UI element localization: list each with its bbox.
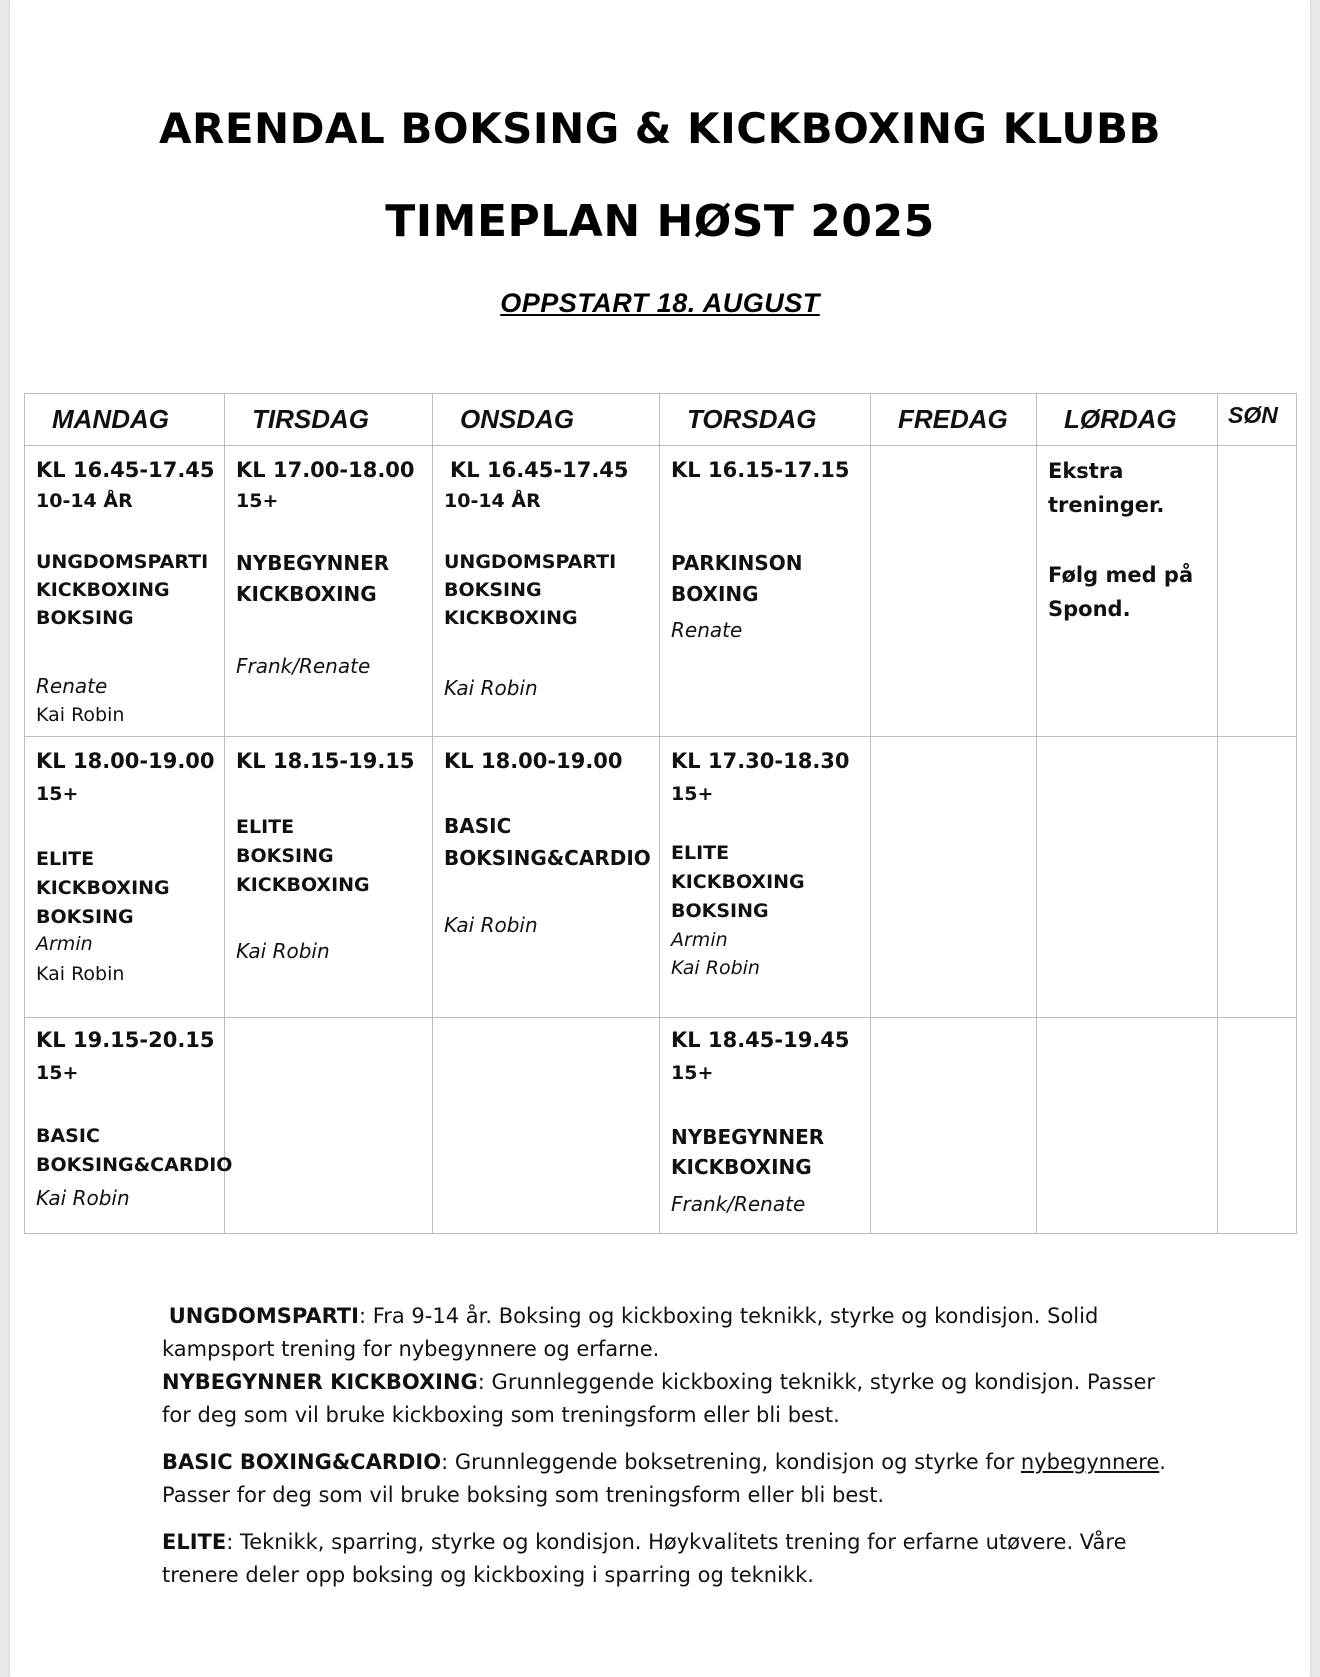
session-time: KL 16.45-17.45	[36, 458, 215, 482]
day-header: MANDAG	[25, 394, 225, 446]
extra-cell	[1037, 446, 1218, 737]
spond-text: Følg med på Spond.	[1048, 563, 1194, 621]
session-class: NYBEGYNNER	[236, 551, 390, 575]
legend-nybegynner	[162, 1366, 1172, 1432]
legend-text: : Fra 9-14 år. Boksing og kickboxing teknikk, styrke og kondisjon. Solid kampsport trening for nybegynnere og erfarne.	[162, 1304, 1099, 1361]
session-time: KL 16.15-17.15	[671, 458, 850, 482]
session-class: ELITE	[236, 816, 295, 838]
table-row	[25, 737, 1297, 1018]
empty-cell	[1037, 737, 1218, 1018]
extra-training-text: Ekstra treninger.	[1048, 459, 1165, 517]
legend-text: . Passer for deg som vil bruke boksing som treningsform eller bli best.	[162, 1450, 1166, 1507]
session-trainer: Kai Robin	[444, 676, 538, 700]
session-age: 15+	[671, 783, 714, 805]
session-class: BOKSING	[36, 607, 134, 629]
legend-basic	[162, 1446, 1172, 1512]
session-trainer: Frank/Renate	[671, 1192, 806, 1216]
session-age: 10-14 ÅR	[36, 490, 133, 512]
start-date: OPPSTART 18. AUGUST	[500, 288, 820, 318]
session-class: BOXING	[671, 582, 759, 606]
session-trainer: Kai Robin	[36, 1186, 130, 1210]
legend-elite	[162, 1526, 1172, 1592]
empty-cell	[1218, 1018, 1297, 1234]
session-time: KL 18.00-19.00	[36, 749, 215, 773]
legend-term: BASIC BOXING&CARDIO	[162, 1450, 442, 1474]
session-time: KL 19.15-20.15	[36, 1028, 215, 1052]
day-header-row	[25, 394, 1297, 446]
session-time: KL 18.15-19.15	[236, 749, 415, 773]
session-cell	[660, 737, 871, 1018]
session-cell	[25, 737, 225, 1018]
session-class: BOKSING	[444, 579, 542, 601]
schedule-table	[24, 393, 1297, 1234]
session-class: BASIC	[36, 1125, 100, 1147]
day-header: FREDAG	[871, 394, 1037, 446]
empty-cell	[433, 1018, 660, 1234]
legend-term: UNGDOMSPARTI	[168, 1304, 359, 1328]
session-trainer: Renate	[671, 618, 743, 642]
empty-cell	[1218, 737, 1297, 1018]
session-class: KICKBOXING	[671, 871, 805, 893]
legend-text: : Grunnleggende boksetrening, kondisjon og styrke for	[441, 1450, 1021, 1474]
session-cell	[433, 737, 660, 1018]
day-header: TIRSDAG	[225, 394, 433, 446]
session-trainer: Kai Robin	[236, 939, 330, 963]
session-cell	[660, 446, 871, 737]
class-legend	[162, 1300, 1172, 1606]
session-time: KL 16.45-17.45	[450, 458, 629, 482]
legend-term: ELITE	[162, 1530, 227, 1554]
day-header: SØN	[1218, 394, 1297, 446]
session-age: 15+	[36, 783, 79, 805]
legend-underlined-text: nybegynnere	[1020, 1450, 1160, 1474]
session-class: BASIC	[444, 814, 512, 838]
session-trainer: Frank/Renate	[236, 654, 371, 678]
day-header: TORSDAG	[660, 394, 871, 446]
session-trainer: Kai Robin	[444, 913, 538, 937]
club-title: ARENDAL BOKSING & KICKBOXING KLUBB	[158, 104, 1162, 153]
table-row	[25, 1018, 1297, 1234]
session-time: KL 18.00-19.00	[444, 749, 623, 773]
table-row	[25, 446, 1297, 737]
day-header: ONSDAG	[433, 394, 660, 446]
session-age: 10-14 ÅR	[444, 490, 541, 512]
empty-cell	[225, 1018, 433, 1234]
session-time: KL 17.00-18.00	[236, 458, 415, 482]
session-class: KICKBOXING	[444, 607, 578, 629]
legend-ungdomsparti	[162, 1300, 1172, 1366]
legend-term: NYBEGYNNER KICKBOXING	[162, 1370, 478, 1394]
legend-text: : Grunnleggende kickboxing teknikk, styrke og kondisjon. Passer for deg som vil bruke kickboxing som treningsform eller bli best.	[162, 1370, 1156, 1427]
session-time: KL 17.30-18.30	[671, 749, 850, 773]
empty-cell	[1037, 1018, 1218, 1234]
session-class: UNGDOMSPARTI	[444, 551, 617, 573]
session-cell	[433, 446, 660, 737]
session-cell	[25, 1018, 233, 1234]
session-cell	[225, 737, 433, 1018]
session-trainer: Kai Robin	[36, 963, 125, 985]
day-header: LØRDAG	[1037, 394, 1218, 446]
empty-cell	[871, 446, 1037, 737]
session-trainer: Armin	[36, 933, 93, 955]
session-age: 15+	[236, 490, 279, 512]
session-class: UNGDOMSPARTI	[36, 551, 209, 573]
session-class: BOKSING	[236, 845, 334, 867]
schedule-title: TIMEPLAN HØST 2025	[385, 196, 935, 247]
session-age: 15+	[671, 1062, 714, 1084]
session-class: BOKSING	[671, 900, 769, 922]
session-class: NYBEGYNNER	[671, 1125, 825, 1149]
empty-cell	[871, 1018, 1037, 1234]
session-cell	[225, 446, 433, 737]
session-class: KICKBOXING	[36, 579, 170, 601]
empty-cell	[871, 737, 1037, 1018]
session-cell	[25, 446, 225, 737]
legend-text: : Teknikk, sparring, styrke og kondisjon. Høykvalitets trening for erfarne utøvere. Våre trenere deler opp boksing og kickboxing i sparring og teknikk.	[162, 1530, 1127, 1587]
session-trainer: Kai Robin	[36, 704, 125, 726]
session-class: ELITE	[671, 842, 730, 864]
session-class: ELITE	[36, 848, 95, 870]
session-age: 15+	[36, 1062, 79, 1084]
session-class: KICKBOXING	[671, 1155, 812, 1179]
session-trainer: Armin	[671, 929, 728, 951]
session-class: BOKSING&CARDIO	[36, 1154, 233, 1176]
session-class: PARKINSON	[671, 551, 803, 575]
session-class: KICKBOXING	[236, 874, 370, 896]
session-cell	[660, 1018, 871, 1234]
session-trainer: Kai Robin	[671, 957, 760, 979]
session-class: BOKSING&CARDIO	[444, 846, 651, 870]
session-class: BOKSING	[36, 906, 134, 928]
schedule-page	[10, 0, 1310, 1677]
session-trainer: Renate	[36, 674, 108, 698]
session-class: KICKBOXING	[236, 582, 377, 606]
session-time: KL 18.45-19.45	[671, 1028, 850, 1052]
session-class: KICKBOXING	[36, 877, 170, 899]
empty-cell	[1218, 446, 1297, 737]
